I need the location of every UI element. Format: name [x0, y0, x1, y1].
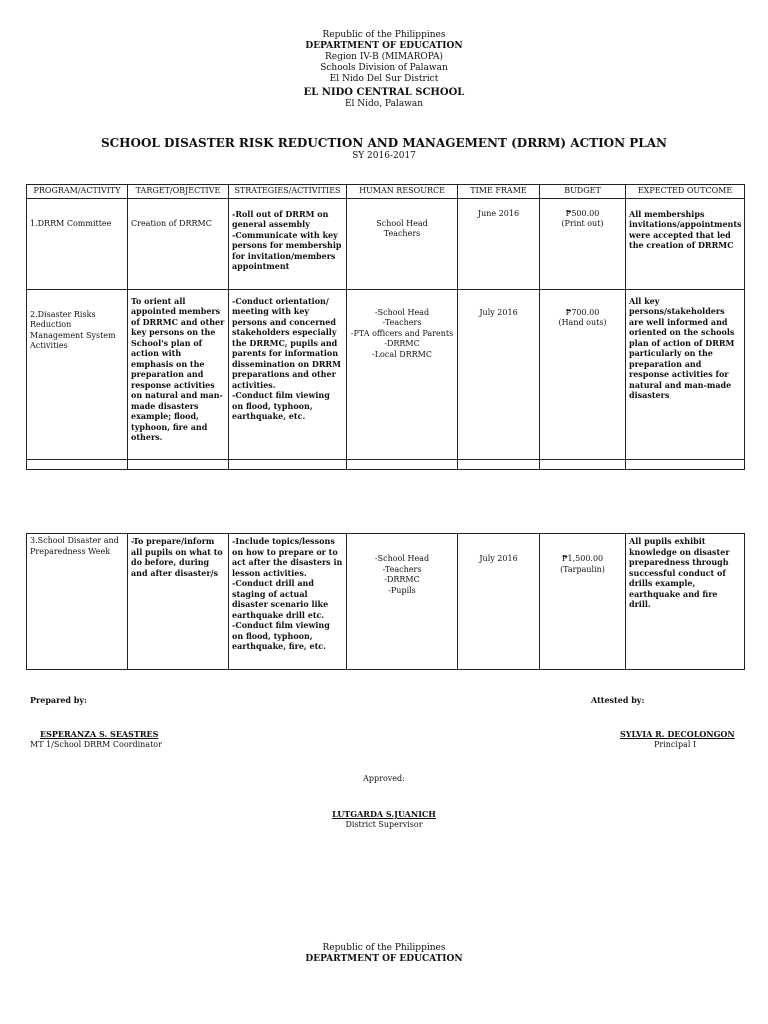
cell-strategies: -Include topics/lessons on how to prepare or to act after the disasters in lesson activities. -Conduct drill and staging of actual disaster scenario like earthquake drill etc. -Conduct film viewing on flood, typhoon, earthquake, fire, etc.	[229, 534, 347, 670]
approved-label: Approved:	[363, 774, 405, 783]
cell-program: 1.DRRM Committee	[27, 198, 128, 289]
col-header-target: TARGET/OBJECTIVE	[128, 185, 229, 199]
region-line: Region IV-B (MIMAROPA)	[325, 52, 443, 62]
cell-target: Creation of DRRMC	[128, 198, 229, 289]
cell-human-resource: School Head Teachers	[347, 198, 458, 289]
col-header-human-resource: HUMAN RESOURCE	[347, 185, 458, 199]
cell-time-frame: July 2016	[458, 534, 540, 670]
division-line: Schools Division of Palawan	[320, 63, 448, 73]
republic-line: Republic of the Philippines	[322, 30, 446, 40]
district-line: El Nido Del Sur District	[329, 74, 439, 84]
col-header-expected-outcome: EXPECTED OUTCOME	[626, 185, 745, 199]
document-title: SCHOOL DISASTER RISK REDUCTION AND MANAGEMENT (DRRM) ACTION PLAN	[100, 136, 668, 150]
cell-strategies: -Roll out of DRRM on general assembly -Communicate with key persons for membership for invitation/members appointment	[229, 198, 347, 289]
table-row	[27, 534, 745, 670]
table-header-row	[27, 185, 745, 199]
school-year: SY 2016-2017	[352, 151, 416, 161]
department-line: DEPARTMENT OF EDUCATION	[305, 41, 463, 51]
cell-time-frame: July 2016	[458, 289, 540, 459]
approved-by-title: District Supervisor	[345, 820, 423, 829]
school-location: El Nido, Palawan	[344, 99, 424, 109]
cell-budget: ₱500.00 (Print out)	[540, 198, 626, 289]
footer-republic-line: Republic of the Philippines	[322, 943, 446, 953]
approved-by-name: LUTGARDA S.JUANICH	[332, 809, 436, 819]
col-header-strategies: STRATEGIES/ACTIVITIES	[229, 185, 347, 199]
cell-budget: ₱1,500.00 (Tarpaulin)	[540, 534, 626, 670]
attested-by-name: SYLVIA R. DECOLONGON	[620, 729, 735, 739]
cell-expected-outcome: All pupils exhibit knowledge on disaster preparedness through successful conduct of drills example, earthquake and fire drill.	[626, 534, 745, 670]
cell-human-resource: -School Head -Teachers -PTA officers and Parents -DRRMC -Local DRRMC	[347, 289, 458, 459]
cell-target: To orient all appointed members of DRRMC and other key persons on the School's plan of action with emphasis on the preparation and response activities on natural and man-made disasters example; flood, typhoon, fire and others.	[128, 289, 229, 459]
attested-by-label: Attested by:	[591, 695, 645, 705]
action-plan-table	[26, 184, 745, 470]
table-row	[27, 289, 745, 459]
table-row	[27, 198, 745, 289]
col-header-program: PROGRAM/ACTIVITY	[27, 185, 128, 199]
cell-budget: ₱700.00 (Hand outs)	[540, 289, 626, 459]
cell-strategies: -Conduct orientation/ meeting with key persons and concerned stakeholders especially the DRRMC, pupils and parents for information dissemination on DRRM preparations and other activities. -Conduct film viewing on flood, typhoon, earthquake, etc.	[229, 289, 347, 459]
cell-program: 2.Disaster Risks Reduction Management System Activities	[27, 289, 128, 459]
action-plan-table-continued	[26, 533, 745, 670]
cell-expected-outcome: All key persons/stakeholders are well informed and oriented on the schools plan of action of DRRM particularly on the preparation and response activities for natural and man-made disasters	[626, 289, 745, 459]
prepared-by-title: MT 1/School DRRM Coordinator	[30, 740, 162, 749]
cell-time-frame: June 2016	[458, 198, 540, 289]
cell-program: 3.School Disaster and Preparedness Week	[27, 534, 128, 670]
attested-by-title: Principal I	[654, 740, 697, 749]
col-header-budget: BUDGET	[540, 185, 626, 199]
cell-expected-outcome: All memberships invitations/appointments were accepted that led the creation of DRRMC	[626, 198, 745, 289]
next-page-letterhead	[0, 943, 768, 965]
col-header-time-frame: TIME FRAME	[458, 185, 540, 199]
letterhead	[0, 30, 768, 110]
prepared-by-name: ESPERANZA S. SEASTRES	[40, 729, 159, 739]
table-row-empty	[27, 459, 745, 469]
school-name: EL NIDO CENTRAL SCHOOL	[303, 87, 465, 98]
footer-department-line: DEPARTMENT OF EDUCATION	[305, 954, 463, 964]
cell-human-resource: -School Head -Teachers -DRRMC -Pupils	[347, 534, 458, 670]
prepared-by-label: Prepared by:	[30, 695, 87, 705]
cell-target: -To prepare/inform all pupils on what to do before, during and after disaster/s	[128, 534, 229, 670]
